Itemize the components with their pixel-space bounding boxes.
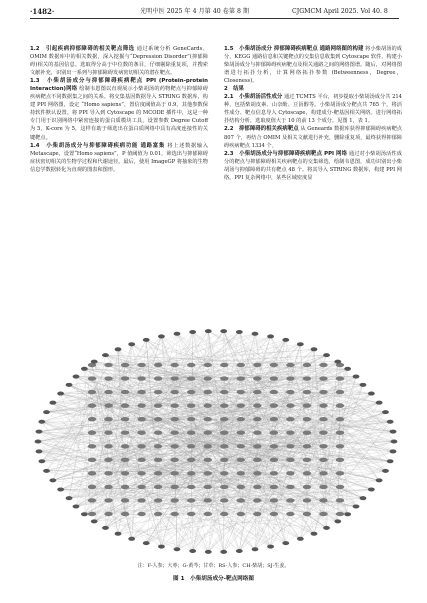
target-node <box>220 485 228 489</box>
compound-node <box>360 383 367 387</box>
target-node <box>336 431 344 435</box>
target-node <box>303 403 311 407</box>
target-node <box>137 498 145 502</box>
target-node <box>237 363 245 367</box>
section-heading: 2.3 小柴胡汤成分与抑郁障碍疾病靶点 PPI 网络 <box>224 150 348 157</box>
target-node <box>137 403 145 407</box>
target-node <box>204 512 212 516</box>
target-node <box>187 485 195 489</box>
target-node <box>237 431 245 435</box>
right-column <box>224 45 402 182</box>
target-node <box>187 376 195 380</box>
compound-node <box>368 392 375 396</box>
section-2-1 <box>224 93 402 125</box>
target-node <box>303 485 311 489</box>
target-node <box>253 485 261 489</box>
compound-node <box>323 526 330 530</box>
compound-node <box>382 410 389 414</box>
target-node <box>253 458 261 462</box>
compound-node <box>236 549 243 553</box>
target-node <box>154 376 162 380</box>
target-node <box>88 512 96 516</box>
target-node <box>154 512 162 516</box>
target-node <box>187 390 195 394</box>
compound-node <box>49 478 56 482</box>
compound-node <box>43 410 50 414</box>
target-node <box>336 376 344 380</box>
running-header <box>30 6 399 19</box>
target-node <box>220 390 228 394</box>
target-node <box>286 458 294 462</box>
compound-node <box>267 334 274 338</box>
compound-node <box>66 496 73 500</box>
section-2-3 <box>224 150 402 182</box>
target-node <box>187 431 195 435</box>
target-node <box>154 458 162 462</box>
target-node <box>303 390 311 394</box>
compound-node <box>205 329 212 333</box>
target-node <box>170 498 178 502</box>
target-node <box>319 376 327 380</box>
target-node <box>104 376 112 380</box>
target-node <box>336 485 344 489</box>
target-node <box>137 376 145 380</box>
target-node <box>303 471 311 475</box>
compound-node <box>38 459 45 463</box>
target-node <box>336 471 344 475</box>
target-node <box>319 403 327 407</box>
target-node <box>187 458 195 462</box>
compound-node <box>252 547 259 551</box>
target-node <box>170 485 178 489</box>
target-node <box>104 512 112 516</box>
target-node <box>270 431 278 435</box>
target-node <box>154 485 162 489</box>
compound-node <box>334 519 341 523</box>
target-node <box>170 458 178 462</box>
compound-node <box>387 420 394 424</box>
target-node <box>187 498 195 502</box>
target-node <box>104 431 112 435</box>
target-node <box>319 485 327 489</box>
target-node <box>253 403 261 407</box>
compound-node <box>236 330 243 334</box>
section-body: 通过对小柴胡汤活性成分的靶点与抑郁障碍相关疾病靶点的交集筛选，绘制韦恩图，成功识别出小柴胡汤与抑郁障碍的共有靶点 48 个。将其导入 STRING 数据库，构建 PPI 网络。PPI 复杂网络中，某些区域密度显 <box>224 150 402 181</box>
compound-node <box>267 545 274 549</box>
target-node <box>204 376 212 380</box>
target-node <box>204 498 212 502</box>
section-heading: 2.1 小柴胡汤活性成分 <box>224 94 283 101</box>
target-node <box>187 417 195 421</box>
compound-node <box>353 375 360 379</box>
target-node <box>237 512 245 516</box>
section-2-2 <box>224 125 402 149</box>
target-node <box>170 403 178 407</box>
figure-note: 注：F-人参；大枣；G-黄芩；甘草；RS-人参；CH-柴胡；SJ-生姜。 <box>137 563 290 569</box>
target-node <box>170 417 178 421</box>
compound-node <box>323 353 330 357</box>
target-node <box>104 390 112 394</box>
target-node <box>220 431 228 435</box>
compound-node <box>311 532 318 536</box>
target-node <box>286 512 294 516</box>
target-node <box>170 363 178 367</box>
section-1-2 <box>30 45 208 77</box>
target-node <box>137 485 145 489</box>
target-node <box>336 390 344 394</box>
compound-node <box>158 545 165 549</box>
target-node <box>270 512 278 516</box>
target-node <box>220 417 228 421</box>
target-node <box>336 458 344 462</box>
target-node <box>104 471 112 475</box>
target-node <box>104 485 112 489</box>
section-2 <box>224 85 402 93</box>
compound-node <box>57 487 64 491</box>
target-node <box>121 444 129 448</box>
section-body: 将上述数据输入 Metascape，设置“Homo sapiens”，P 值阈值为 0.01，筛选出与抑郁障碍症状密切相关的生物学过程和代谢途径。最后，使用 ImageGP 将抽象的生物信息学数据转化为直观的图表和图形。 <box>30 142 208 173</box>
target-node <box>204 458 212 462</box>
target-node <box>270 403 278 407</box>
target-node <box>104 444 112 448</box>
compound-node <box>390 430 397 434</box>
section-body: 通过 TCMTS 平台，初步提取小柴胡汤成分共 214 种，包括柴胡皮素、山奈酚、豆甾醇等。小柴胡汤成分靶点共 765 个，将活性成分、靶点信息导入 Cytoscape，构建成分-靶基因相关网络。进行网络拓扑结构分析，选取度值大于 10 的前 13 个成分。见图 1，表 1。 <box>224 94 402 125</box>
section-heading: 1.3 小柴胡汤成分与抑郁障碍疾病靶点 PPI (Protein-protein Interaction)网络 <box>30 78 208 93</box>
compound-node <box>43 469 50 473</box>
compound-node <box>220 550 227 554</box>
target-node <box>336 512 344 516</box>
target-node <box>204 403 212 407</box>
target-node <box>303 431 311 435</box>
compound-node <box>382 469 389 473</box>
target-node <box>121 498 129 502</box>
target-node <box>154 444 162 448</box>
target-node <box>121 376 129 380</box>
target-node <box>104 363 112 367</box>
target-node <box>253 431 261 435</box>
network-figure <box>30 321 402 558</box>
compound-node <box>128 342 135 346</box>
target-node <box>204 444 212 448</box>
target-node <box>137 431 145 435</box>
target-node <box>237 376 245 380</box>
target-node <box>88 403 96 407</box>
target-node <box>121 485 129 489</box>
target-node <box>319 444 327 448</box>
target-node <box>104 498 112 502</box>
section-heading: 1.4 小柴胡汤成分与抑郁障碍疾病功能 通路富集 <box>30 142 165 149</box>
compound-node <box>353 504 360 508</box>
target-node <box>121 431 129 435</box>
target-node <box>253 471 261 475</box>
compound-node <box>282 338 289 342</box>
target-node <box>303 458 311 462</box>
section-1-3 <box>30 77 208 141</box>
target-node <box>187 471 195 475</box>
compound-node <box>143 338 150 342</box>
target-node <box>121 363 129 367</box>
compound-node <box>334 360 341 364</box>
target-node <box>253 363 261 367</box>
target-node <box>204 417 212 421</box>
target-node <box>154 431 162 435</box>
target-node <box>170 471 178 475</box>
compound-node <box>38 420 45 424</box>
target-node <box>137 444 145 448</box>
compound-node <box>220 329 227 333</box>
target-node <box>237 417 245 421</box>
target-node <box>154 363 162 367</box>
compound-node <box>360 496 367 500</box>
target-node <box>170 512 178 516</box>
target-node <box>220 512 228 516</box>
section-heading: 1.2 引起疾病抑郁障碍的相关靶点筛选 <box>30 46 135 52</box>
target-node <box>270 458 278 462</box>
target-node <box>170 431 178 435</box>
target-node <box>154 390 162 394</box>
target-node <box>220 376 228 380</box>
target-node <box>121 417 129 421</box>
target-node <box>286 390 294 394</box>
compound-node <box>143 541 150 545</box>
target-node <box>220 458 228 462</box>
page-number: ·1482· <box>30 7 55 16</box>
target-node <box>286 471 294 475</box>
target-node <box>270 390 278 394</box>
compound-node <box>35 440 42 444</box>
target-node <box>319 363 327 367</box>
compound-node <box>368 487 375 491</box>
target-node <box>154 498 162 502</box>
compound-node <box>81 367 88 371</box>
target-node <box>88 376 96 380</box>
target-node <box>154 403 162 407</box>
compound-node <box>311 347 318 351</box>
target-node <box>237 498 245 502</box>
section-body: 将小柴胡汤的成分、KEGG 通路信息和关键靶点的交集信息收集到 Cytoscape 软件，构建小柴胡汤成分与抑郁障碍疾病靶点及相关通路之间的网络图谱。随后，对网络图谱进行拓扑分析，计算网络拓扑参数 (Betweenness，Degree，Closeness)。 <box>224 46 402 85</box>
compound-node <box>158 334 165 338</box>
target-node <box>303 444 311 448</box>
compound-node <box>391 440 398 444</box>
compound-node <box>344 512 351 516</box>
target-node <box>187 444 195 448</box>
target-node <box>270 498 278 502</box>
target-node <box>187 512 195 516</box>
compound-node <box>205 550 212 554</box>
compound-node <box>174 332 181 336</box>
compound-node <box>282 541 289 545</box>
target-node <box>286 403 294 407</box>
target-node <box>237 458 245 462</box>
target-node <box>170 444 178 448</box>
target-node <box>253 512 261 516</box>
compound-node <box>91 360 98 364</box>
target-node <box>204 485 212 489</box>
target-node <box>187 403 195 407</box>
target-node <box>286 431 294 435</box>
target-node <box>220 403 228 407</box>
target-node <box>170 376 178 380</box>
target-node <box>204 431 212 435</box>
compound-node <box>189 549 196 553</box>
target-node <box>237 485 245 489</box>
target-node <box>121 403 129 407</box>
target-node <box>319 431 327 435</box>
target-node <box>137 512 145 516</box>
target-node <box>187 363 195 367</box>
target-node <box>137 390 145 394</box>
target-node <box>303 376 311 380</box>
compound-node <box>115 532 122 536</box>
target-node <box>88 417 96 421</box>
target-node <box>286 498 294 502</box>
target-node <box>88 485 96 489</box>
section-body: 通过系统分析 GeneCards、OMIM 数据库中的相关数据，深入挖掘与“Depression Disorder”(抑郁障碍)相关的基因信息。选取得分高于中位数的条目，仔细剔除重复项，并搜索文献补充，识别出一系列与抑郁障碍发病密切相关的潜在靶点。 <box>30 46 208 77</box>
compound-node <box>387 459 394 463</box>
network-graph <box>30 321 402 558</box>
target-node <box>88 431 96 435</box>
journal-name-en: CJGMCM April 2025. Vol 40. 8 <box>292 8 388 15</box>
target-node <box>121 458 129 462</box>
compound-node <box>189 330 196 334</box>
compound-node <box>91 519 98 523</box>
compound-node <box>128 537 135 541</box>
section-body: 绘制韦恩图以直观展示小柴胡汤的药物靶点与抑郁障碍疾病靶点不同数据集之间的关系。将交集基因数据导入 STRING 数据库，构建 PPI 网络图，设定 “Homo sapiens”，置信度阈值高于 0.9，其他参数保持软件默认设置。将 PPI 导入到 Cytoscape 的 MCODE 插件中，这是一种专门用于识别网络中紧密连接的蛋白质模块工具，设置参数 Degree Cutoff 为 5，K-core 为 5，这样有助于筛选出在蛋白质网络中具有高度连接性的关键靶点。 <box>30 86 208 141</box>
journal-name-cn: 光明中医 2025 年 4 月第 40 卷第 8 期 <box>140 8 250 15</box>
target-node <box>270 417 278 421</box>
target-node <box>286 485 294 489</box>
section-heading: 1.5 小柴胡汤成分 抑郁障碍疾病靶点 通路网络图的构建 <box>224 46 364 52</box>
target-node <box>220 363 228 367</box>
target-node <box>253 417 261 421</box>
target-node <box>237 471 245 475</box>
compound-node <box>73 375 80 379</box>
target-node <box>154 471 162 475</box>
compound-node <box>36 449 43 453</box>
target-node <box>303 363 311 367</box>
compound-node <box>297 537 304 541</box>
target-node <box>237 444 245 448</box>
target-node <box>303 417 311 421</box>
target-node <box>137 417 145 421</box>
figure-caption: 图 1 小柴胡汤成分-靶点网络图 <box>173 576 254 582</box>
target-node <box>336 403 344 407</box>
target-node <box>204 390 212 394</box>
target-node <box>336 444 344 448</box>
section-1-5 <box>224 45 402 85</box>
left-column <box>30 45 208 174</box>
target-node <box>237 390 245 394</box>
section-body: 从 Geneards 数据库获得抑郁障碍疾病靶点 807 个，再结合 OMIM 及相关文献进行补充，删除重复项，最终获得抑郁障碍疾病靶点 1334 个。 <box>224 126 402 149</box>
target-node <box>270 485 278 489</box>
target-node <box>319 417 327 421</box>
compound-node <box>297 342 304 346</box>
target-node <box>88 498 96 502</box>
target-node <box>319 512 327 516</box>
compound-node <box>73 504 80 508</box>
target-node <box>121 390 129 394</box>
target-node <box>270 444 278 448</box>
target-node <box>220 471 228 475</box>
compound-node <box>102 526 109 530</box>
target-node <box>286 417 294 421</box>
target-node <box>319 498 327 502</box>
target-node <box>170 390 178 394</box>
target-node <box>88 390 96 394</box>
target-node <box>154 417 162 421</box>
compound-node <box>66 383 73 387</box>
target-node <box>204 363 212 367</box>
target-node <box>270 376 278 380</box>
section-1-4 <box>30 142 208 174</box>
target-node <box>121 512 129 516</box>
target-node <box>286 363 294 367</box>
target-node <box>220 444 228 448</box>
compound-node <box>376 478 383 482</box>
section-heading: 2.2 抑郁障碍的相关疾病靶点 <box>224 126 299 133</box>
target-node <box>286 444 294 448</box>
compound-node <box>57 392 64 396</box>
target-node <box>88 458 96 462</box>
target-node <box>237 403 245 407</box>
compound-node <box>102 353 109 357</box>
target-node <box>303 512 311 516</box>
target-node <box>104 458 112 462</box>
target-node <box>88 444 96 448</box>
target-node <box>319 471 327 475</box>
target-node <box>121 471 129 475</box>
target-node <box>270 471 278 475</box>
compound-node <box>390 449 397 453</box>
target-node <box>253 376 261 380</box>
target-node <box>319 390 327 394</box>
compound-node <box>376 401 383 405</box>
target-node <box>303 498 311 502</box>
target-node <box>204 471 212 475</box>
compound-node <box>344 367 351 371</box>
target-node <box>336 498 344 502</box>
target-node <box>137 458 145 462</box>
target-node <box>104 417 112 421</box>
section-heading: 2 结果 <box>224 86 244 93</box>
compound-node <box>49 401 56 405</box>
target-node <box>104 403 112 407</box>
target-node <box>336 417 344 421</box>
target-node <box>253 498 261 502</box>
target-node <box>253 390 261 394</box>
target-node <box>137 363 145 367</box>
target-node <box>286 376 294 380</box>
target-node <box>220 498 228 502</box>
target-node <box>253 444 261 448</box>
compound-node <box>81 512 88 516</box>
target-node <box>88 471 96 475</box>
target-node <box>137 471 145 475</box>
compound-node <box>115 347 122 351</box>
target-node <box>270 363 278 367</box>
compound-node <box>252 332 259 336</box>
compound-node <box>174 547 181 551</box>
target-node <box>319 458 327 462</box>
compound-node <box>36 430 43 434</box>
